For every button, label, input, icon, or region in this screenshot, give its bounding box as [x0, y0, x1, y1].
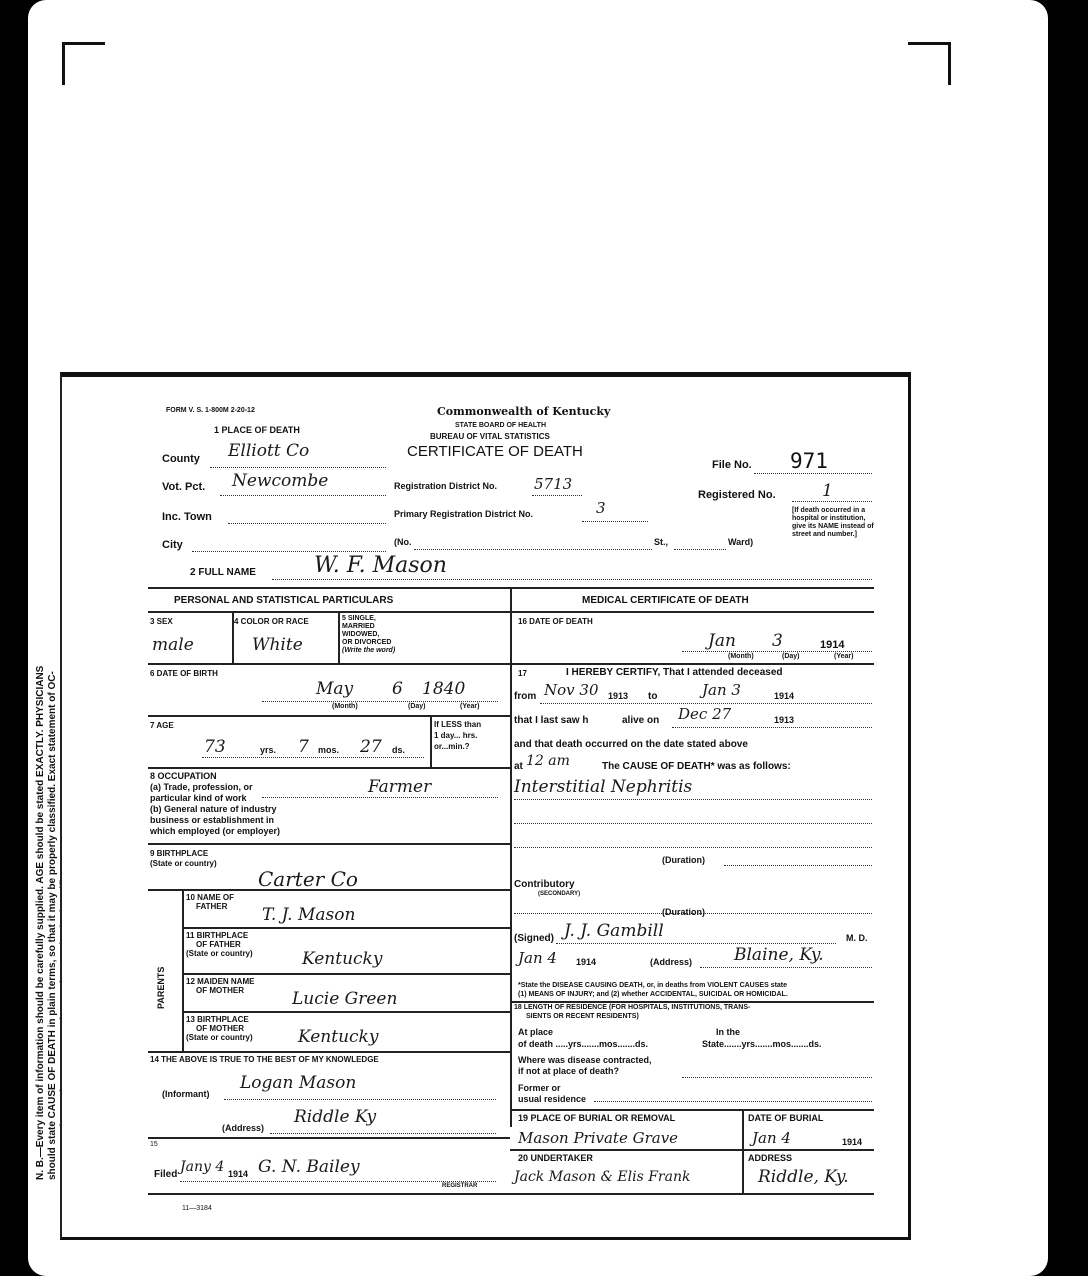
race-value: White	[252, 635, 303, 655]
occupation-label-1: 8 OCCUPATION	[150, 771, 217, 781]
father-label-1: 10 NAME OF	[186, 893, 235, 902]
duration-label-2: (Duration)	[662, 907, 705, 917]
mother-label-2: OF MOTHER	[196, 986, 244, 995]
undertaker-address-value: Riddle, Ky.	[758, 1167, 849, 1187]
street-label: St.,	[654, 537, 669, 547]
race-label: 4 COLOR OR RACE	[234, 617, 309, 626]
last-saw-date: Dec 27	[678, 705, 732, 723]
cause-instructions-1: *State the DISEASE CAUSING DEATH, or, in deaths from VIOLENT CAUSES state	[518, 982, 788, 989]
inc-town-label: Inc. Town	[162, 511, 212, 523]
filed-number: 15	[150, 1141, 158, 1148]
md-label: M. D.	[846, 933, 868, 943]
mother-bp-label	[186, 1015, 253, 1042]
from-date: Nov 30	[544, 681, 599, 699]
margin-note-line-2: should state CAUSE OF DEATH in plain terms, so that it may be properly classified. Exact statement of OC-	[47, 671, 58, 1180]
mother-bp-label-2: OF MOTHER	[196, 1024, 244, 1033]
father-bp-value: Kentucky	[302, 949, 383, 969]
file-no-label: File No.	[712, 459, 752, 471]
registered-no-label: Registered No.	[698, 489, 776, 501]
to-date: Jan 3	[702, 681, 741, 699]
of-death-label: of death .....yrs.......mos.......ds.	[518, 1039, 649, 1049]
death-month: Jan	[708, 631, 736, 651]
primary-district-label: Primary Registration District No.	[394, 509, 534, 519]
age-yrs: 73	[204, 737, 226, 757]
ds-label: ds.	[392, 745, 406, 755]
former-residence-label	[518, 1083, 586, 1105]
mother-label-1: 12 MAIDEN NAME	[186, 977, 255, 986]
county-label: County	[162, 453, 200, 465]
certify-text: I HEREBY CERTIFY, That I attended deceased	[566, 667, 783, 678]
contributory-label: Contributory	[514, 879, 575, 890]
occupation-label-6: which employed (or employer)	[150, 826, 281, 836]
hospital-note	[792, 507, 874, 539]
marital-label-2: MARRIED	[342, 623, 375, 630]
last-saw-year: 1913	[774, 715, 795, 725]
registrar-label: REGISTRAR	[442, 1183, 478, 1189]
informant-address-value: Riddle Ky	[294, 1107, 377, 1127]
filed-year: 1914	[228, 1169, 249, 1179]
hospital-note-4: street and number.]	[792, 531, 857, 538]
death-time: 12 am	[526, 753, 570, 769]
residence-label-2: SIENTS OR RECENT RESIDENTS)	[526, 1013, 639, 1020]
dob-day: 6	[392, 679, 403, 699]
age-label: 7 AGE	[150, 721, 174, 730]
father-bp-label-1: 11 BIRTHPLACE	[186, 931, 249, 940]
alive-on-label: alive on	[622, 715, 660, 726]
occupation-label-5: business or establishment in	[150, 815, 275, 825]
commonwealth: Commonwealth of Kentucky	[437, 405, 611, 418]
hospital-note-2: hospital or institution,	[792, 515, 866, 522]
burial-place-label: 19 PLACE OF BURIAL OR REMOVAL	[518, 1113, 676, 1123]
contracted-label-2: if not at place of death?	[518, 1066, 620, 1076]
death-month-caption: (Month)	[728, 653, 754, 660]
informant-label: (Informant)	[162, 1089, 210, 1099]
occupation-label-2: (a) Trade, profession, or	[150, 782, 253, 792]
occupation-value: Farmer	[368, 777, 432, 797]
dob-year: 1840	[422, 679, 466, 699]
vot-pct-label: Vot. Pct.	[162, 481, 206, 493]
less-label-3: or...min.?	[434, 742, 470, 751]
cause-instructions	[518, 981, 788, 999]
medical-address-value: Blaine, Ky.	[734, 945, 824, 965]
duration-label-1: (Duration)	[662, 855, 705, 865]
less-than-label	[434, 719, 481, 752]
burial-date-value: Jan 4	[752, 1129, 791, 1147]
marital-label-3: WIDOWED,	[342, 631, 380, 638]
birthplace-label-1: 9 BIRTHPLACE	[150, 849, 209, 858]
date-of-death-label: 16 DATE OF DEATH	[518, 617, 593, 626]
birthplace-value: Carter Co	[258, 867, 358, 891]
death-day: 3	[772, 631, 783, 651]
physician-signature: J. J. Gambill	[564, 921, 664, 941]
in-the-label: In the	[716, 1027, 740, 1037]
death-year-caption: (Year)	[834, 653, 854, 660]
margin-note-line-1: N. B.—Every item of information should be carefully supplied. AGE should be stated EXACTLY. PHYSICIANS	[35, 665, 46, 1180]
reg-district-value: 5713	[534, 475, 573, 493]
form-number: FORM V. S. 1-800M 2-20-12	[166, 407, 255, 414]
cause-value: Interstitial Nephritis	[514, 777, 693, 797]
primary-district-value: 3	[596, 499, 606, 517]
medical-address-label: (Address)	[650, 957, 693, 967]
burial-date-label: DATE OF BURIAL	[748, 1113, 824, 1123]
occupation-label	[150, 771, 280, 837]
dob-year-caption: (Year)	[460, 703, 480, 710]
crop-mark-top-left	[62, 42, 105, 85]
at-label: at	[514, 761, 523, 772]
city-label: City	[162, 539, 183, 551]
death-occurred-text: and that death occurred on the date stated above	[514, 739, 748, 750]
less-label-1: If LESS than	[434, 720, 482, 729]
hospital-note-3: give its NAME instead of	[792, 523, 874, 530]
undertaker-address-label: ADDRESS	[748, 1153, 793, 1163]
birthplace-label-2: (State or country)	[150, 859, 217, 868]
father-bp-label	[186, 931, 253, 958]
vot-pct-value: Newcombe	[232, 471, 329, 491]
father-label-2: FATHER	[196, 902, 228, 911]
former-label-2: usual residence	[518, 1094, 587, 1104]
cause-instructions-2: (1) MEANS OF INJURY; and (2) whether ACCIDENTAL, SUICIDAL OR HOMICIDAL.	[518, 991, 788, 998]
certify-number: 17	[518, 669, 527, 678]
mother-label	[186, 977, 254, 995]
father-bp-label-3: (State or country)	[186, 949, 253, 958]
occupation-label-3: particular kind of work	[150, 793, 247, 803]
age-mos: 7	[298, 737, 309, 757]
to-year: 1914	[774, 691, 795, 701]
undertaker-value: Jack Mason & Elis Frank	[514, 1169, 691, 1185]
last-saw-label: that I last saw h	[514, 715, 589, 726]
registered-no-value: 1	[822, 481, 833, 501]
full-name-label: 2 FULL NAME	[190, 567, 256, 578]
from-year: 1913	[608, 691, 629, 701]
marital-label	[342, 615, 395, 655]
father-bp-label-2: OF FATHER	[196, 940, 241, 949]
secondary-label: (SECONDARY)	[538, 891, 581, 897]
marital-label-5: (Write the word)	[342, 647, 396, 654]
from-label: from	[514, 691, 537, 702]
personal-heading: PERSONAL AND STATISTICAL PARTICULARS	[174, 595, 394, 606]
signed-label: (Signed)	[514, 933, 554, 944]
to-label: to	[648, 691, 658, 702]
form-code: 11—3184	[182, 1205, 212, 1212]
ward-label: Ward)	[728, 537, 754, 547]
hospital-note-1: [If death occurred in a	[792, 507, 866, 514]
mother-bp-label-1: 13 BIRTHPLACE	[186, 1015, 249, 1024]
registrar-signature: G. N. Bailey	[258, 1157, 360, 1177]
sex-label: 3 SEX	[150, 617, 173, 626]
full-name-value: W. F. Mason	[314, 553, 447, 578]
state-board: STATE BOARD OF HEALTH	[455, 422, 546, 429]
death-certificate-form	[60, 372, 911, 1240]
occupation-label-4: (b) General nature of industry	[150, 804, 277, 814]
mos-label: mos.	[318, 745, 340, 755]
reg-district-label: Registration District No.	[394, 481, 498, 491]
mother-bp-value: Kentucky	[298, 1027, 379, 1047]
place-of-death-label: 1 PLACE OF DEATH	[214, 425, 300, 435]
signed-date: Jan 4	[518, 949, 557, 967]
bureau: BUREAU OF VITAL STATISTICS	[430, 432, 550, 441]
dob-label: 6 DATE OF BIRTH	[150, 669, 218, 678]
former-label-1: Former or	[518, 1083, 561, 1093]
yrs-label: yrs.	[260, 745, 277, 755]
undertaker-label: 20 UNDERTAKER	[518, 1153, 593, 1163]
medical-heading: MEDICAL CERTIFICATE OF DEATH	[582, 595, 749, 606]
residence-label-1: 18 LENGTH OF RESIDENCE (FOR HOSPITALS, INSTITUTIONS, TRANS-	[514, 1004, 751, 1011]
true-label: 14 THE ABOVE IS TRUE TO THE BEST OF MY KNOWLEDGE	[150, 1055, 379, 1064]
less-label-2: 1 day... hrs.	[434, 731, 478, 740]
state-duration-label: State.......yrs.......mos.......ds.	[702, 1039, 822, 1049]
residence-label	[514, 1003, 750, 1021]
death-year: 1914	[820, 639, 845, 651]
birthplace-label	[150, 849, 217, 869]
mother-value: Lucie Green	[292, 989, 398, 1009]
informant-address-label: (Address)	[222, 1123, 265, 1133]
age-ds: 27	[360, 737, 382, 757]
file-no-value: 971	[790, 449, 828, 473]
filed-date: Jany 4	[180, 1159, 225, 1175]
death-day-caption: (Day)	[782, 653, 800, 660]
informant-value: Logan Mason	[240, 1073, 357, 1093]
sex-value: male	[152, 635, 194, 655]
county-value: Elliott Co	[228, 441, 310, 461]
cause-label: The CAUSE OF DEATH* was as follows:	[602, 761, 791, 772]
marital-label-1: 5 SINGLE,	[342, 615, 376, 622]
father-label	[186, 893, 234, 911]
street-no-label: (No.	[394, 537, 412, 547]
dob-month-caption: (Month)	[332, 703, 358, 710]
father-value: T. J. Mason	[262, 905, 356, 925]
marital-label-4: OR DIVORCED	[342, 639, 392, 646]
mother-bp-label-3: (State or country)	[186, 1033, 253, 1042]
dob-day-caption: (Day)	[408, 703, 426, 710]
burial-place-value: Mason Private Grave	[518, 1129, 679, 1147]
contracted-label	[518, 1055, 652, 1077]
burial-year-value: 1914	[842, 1137, 863, 1147]
filed-label: Filed	[154, 1169, 178, 1180]
signed-year: 1914	[576, 957, 597, 967]
dob-month: May	[316, 679, 354, 699]
document-title: CERTIFICATE OF DEATH	[407, 443, 583, 460]
contracted-label-1: Where was disease contracted,	[518, 1055, 652, 1065]
parents-label: PARENTS	[156, 966, 166, 1009]
at-place-label: At place	[518, 1027, 554, 1037]
crop-mark-top-right	[908, 42, 951, 85]
